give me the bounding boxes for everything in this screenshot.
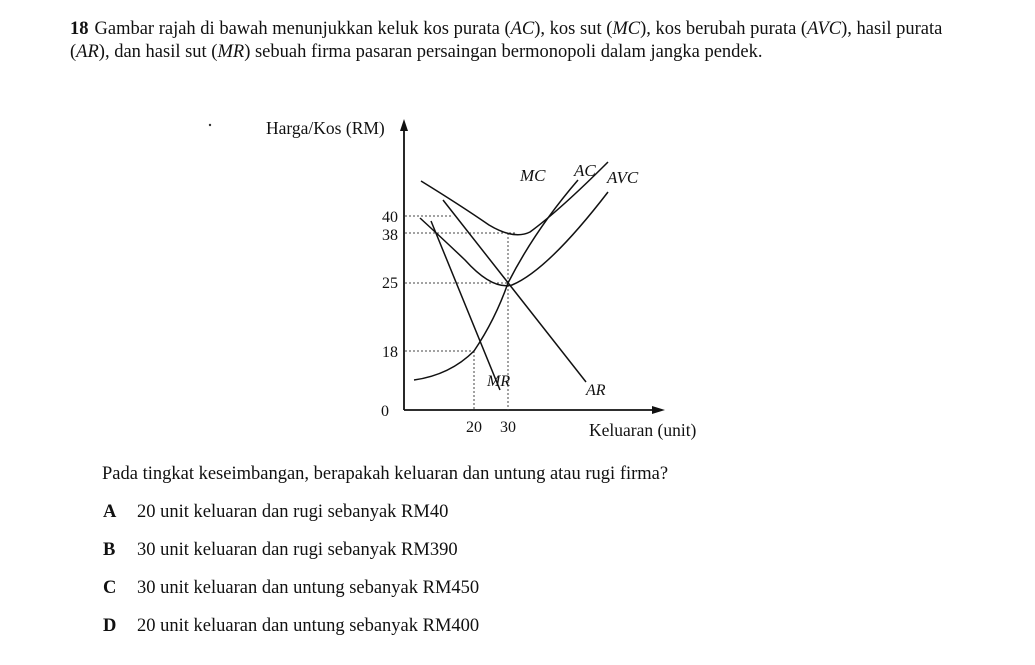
ar-line <box>443 200 586 382</box>
origin-label: 0 <box>381 403 389 420</box>
mc-curve <box>414 180 578 380</box>
y-axis-arrow <box>400 119 408 131</box>
mr-label: MR <box>487 373 511 390</box>
y-tick-label-18: 18 <box>382 344 398 361</box>
option-text: 20 unit keluaran dan untung sebanyak RM400 <box>137 616 480 636</box>
option-b[interactable] <box>103 539 458 562</box>
option-letter: C <box>103 578 117 598</box>
x-axis-label: Keluaran (unit) <box>589 420 697 440</box>
question-text: 18 Gambar rajah di bawah menunjukkan keluk kos purata (AC), kos sut (MC), kos berubah purata (AVC), hasil purata (AR), dan hasil sut (MR) sebuah firma pasaran persaingan bermonopoli dalam jangka pendek. <box>70 19 943 62</box>
mr-line <box>431 221 500 390</box>
mc-label: MC <box>520 166 546 185</box>
x-tick-label-20: 20 <box>466 419 482 436</box>
question-prompt: Pada tingkat keseimbangan, berapakah keluaran dan untung atau rugi firma? <box>102 464 669 484</box>
option-letter: B <box>103 540 116 560</box>
option-letter: D <box>103 616 117 636</box>
y-tick-label-25: 25 <box>382 275 398 292</box>
option-text: 30 unit keluaran dan rugi sebanyak RM390 <box>137 540 458 560</box>
ac-label: AC <box>574 161 596 180</box>
option-d[interactable] <box>103 615 479 638</box>
option-text: 20 unit keluaran dan rugi sebanyak RM40 <box>137 502 449 522</box>
y-tick-label-40: 40 <box>382 209 398 226</box>
y-tick-label-38: 38 <box>382 227 398 244</box>
option-c[interactable] <box>103 577 479 600</box>
option-text: 30 unit keluaran dan untung sebanyak RM450 <box>137 578 480 598</box>
option-a[interactable] <box>103 501 448 524</box>
option-letter: A <box>103 502 117 522</box>
x-tick-label-30: 30 <box>500 419 516 436</box>
question-number: 18 <box>70 19 89 39</box>
stray-dot <box>209 124 211 126</box>
y-axis-label: Harga/Kos (RM) <box>266 118 385 138</box>
avc-label: AVC <box>607 168 639 187</box>
x-axis-arrow <box>652 406 665 414</box>
ar-label: AR <box>586 382 606 399</box>
